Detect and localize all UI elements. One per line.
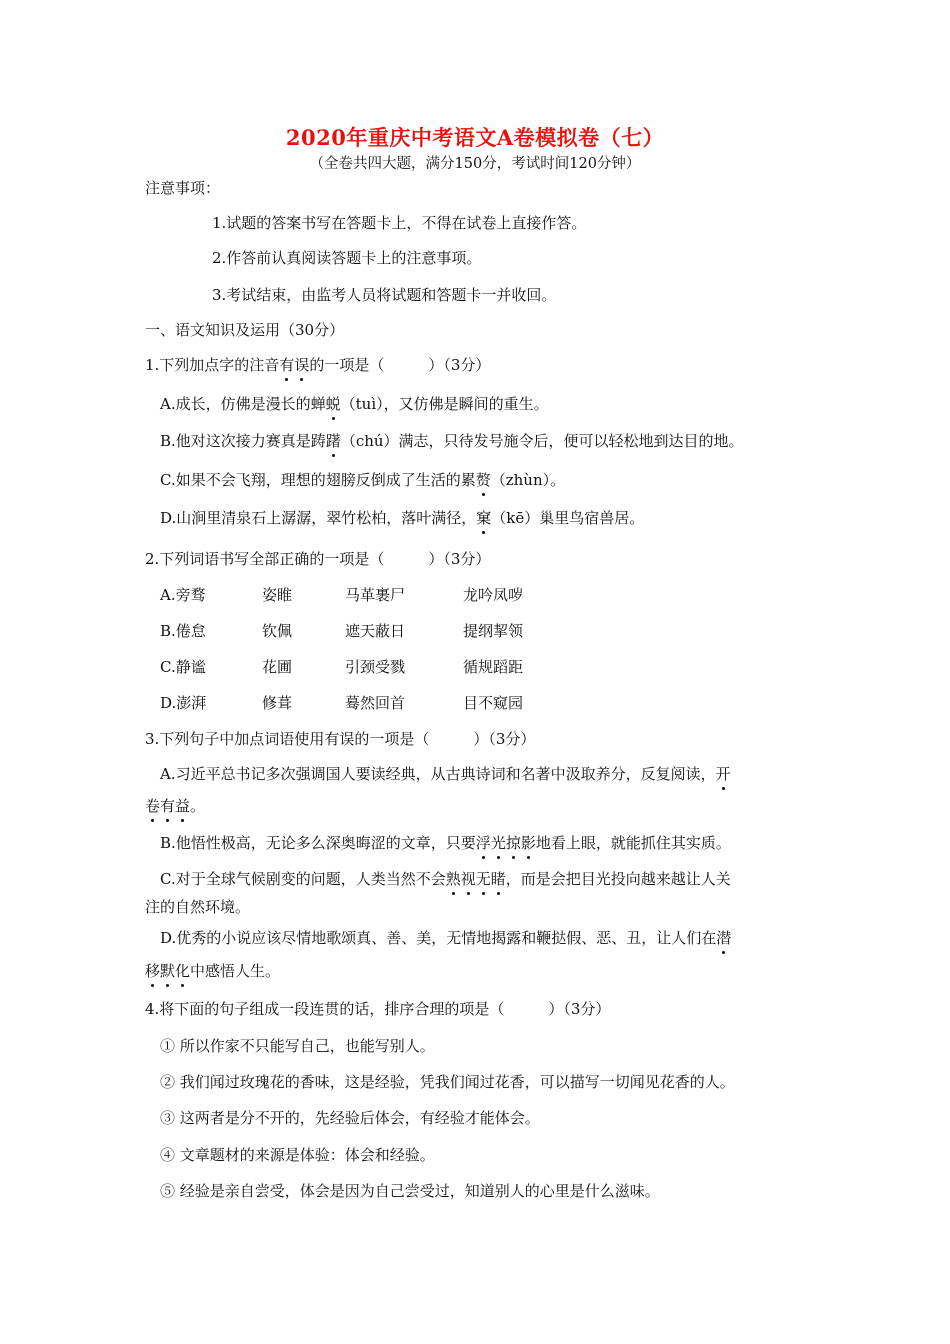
- notice-heading: 注意事项：: [145, 179, 221, 197]
- question-4-sentence: ① 所以作家不只能写自己，也能写别人。: [160, 1037, 435, 1055]
- stem-text: 2.下列词语书写全部正确的一项是（: [145, 550, 385, 568]
- dotted-char: 躇: [325, 432, 341, 450]
- stem-text: ）（3分）: [428, 356, 491, 374]
- dotted-char: 熟: [445, 870, 461, 888]
- stem-text: 1.下列加点字的注音: [145, 356, 280, 374]
- option-text: 中感悟人生。: [190, 962, 281, 980]
- notice-item: 1.试题的答案书写在答题卡上，不得在试卷上直接作答。: [212, 214, 587, 232]
- question-3-option-c-cont: 注的自然环境。: [145, 898, 251, 916]
- question-1-option-a: [160, 394, 549, 414]
- option-word: 循规蹈距: [463, 658, 524, 676]
- option-word: 马革裹尸: [345, 586, 406, 604]
- dotted-char: 开: [715, 765, 731, 783]
- question-3-option-d-cont: [145, 961, 280, 981]
- dotted-char: 移: [145, 962, 161, 980]
- question-2-option-d: [160, 693, 523, 713]
- question-4-sentence: ⑤ 经验是亲自尝受，体会是因为自己尝受过，知道别人的心里是什么滋味。: [160, 1182, 660, 1200]
- option-text: 。: [190, 797, 206, 815]
- question-3-option-b: [160, 833, 731, 853]
- question-3-stem: [145, 729, 535, 749]
- dotted-char: 睹: [490, 870, 506, 888]
- option-text: （kē）巢里鸟宿兽居。: [491, 509, 645, 527]
- dotted-char: 蜕: [325, 395, 341, 413]
- question-2-stem: [145, 549, 490, 569]
- stem-text: 4.将下面的句子组成一段连贯的话，排序合理的项是（: [145, 1000, 505, 1018]
- option-word: 钦佩: [262, 622, 293, 640]
- dotted-char: 无: [475, 870, 491, 888]
- option-word: 姿睢: [262, 586, 293, 604]
- option-text: （zhùn）。: [490, 471, 566, 489]
- question-3-option-c: [160, 869, 731, 889]
- stem-text: ）（3分）: [548, 1000, 611, 1018]
- dotted-char: 视: [460, 870, 476, 888]
- dotted-char: 益: [175, 797, 191, 815]
- option-text: ，而是会把目光投向越来越让人关: [505, 870, 731, 888]
- question-1-option-c: [160, 470, 565, 490]
- option-text: B.他悟性极高，无论多么深奥晦涩的文章，只要: [160, 834, 476, 852]
- option-text: A.习近平总书记多次强调国人要读经典，从古典诗词和名著中汲取养分，反复阅读，: [160, 765, 716, 783]
- question-1-option-b: [160, 431, 744, 451]
- option-text: D.优秀的小说应该尽情地歌颂真、善、美，无情地揭露和鞭挞假、恶、丑，让人们在: [160, 929, 717, 947]
- option-word: B.倦怠: [160, 622, 206, 640]
- stem-text: ）（3分）: [473, 730, 536, 748]
- option-text: C.如果不会飞翔，理想的翅膀反倒成了生活的累: [160, 471, 476, 489]
- exam-subtitle: （全卷共四大题，满分150分，考试时间120分钟）: [309, 156, 641, 172]
- option-text: C.对于全球气候剧变的问题，人类当然不会: [160, 870, 446, 888]
- question-2-option-c: [160, 657, 523, 677]
- question-4-sentence: ③ 这两者是分不开的，先经验后体会，有经验才能体会。: [160, 1109, 540, 1127]
- option-text: （chú）满志，只待发号施令后，便可以轻松地到达目的地。: [340, 432, 744, 450]
- dotted-char: 默: [160, 962, 176, 980]
- question-1-option-d: [160, 508, 644, 528]
- option-word: 龙吟凤哕: [463, 586, 524, 604]
- option-word: 提纲挈领: [463, 622, 524, 640]
- option-text: B.他对这次接力赛真是踌: [160, 432, 326, 450]
- option-word: 目不窥园: [463, 694, 524, 712]
- dotted-char: 掠: [505, 834, 521, 852]
- stem-text: 3.下列句子中加点词语使用有误的一项是（: [145, 730, 430, 748]
- question-1-stem: [145, 355, 490, 375]
- question-3-option-a-cont: [145, 796, 205, 816]
- dotted-char: 赘: [475, 471, 491, 489]
- exam-title: 2020年重庆中考语文A卷模拟卷（七）: [285, 125, 665, 150]
- question-4-stem: [145, 999, 610, 1019]
- option-text: （tuì），又仿佛是瞬间的重生。: [340, 395, 549, 413]
- dotted-char: 窠: [476, 509, 492, 527]
- question-3-option-d: [160, 928, 731, 948]
- option-word: D.澎湃: [160, 694, 207, 712]
- option-word: C.静谧: [160, 658, 206, 676]
- notice-item: 2.作答前认真阅读答题卡上的注意事项。: [212, 249, 482, 267]
- option-text: 地看上眼，就能抓住其实质。: [535, 834, 731, 852]
- dotted-char: 有: [279, 356, 295, 374]
- stem-text: ）（3分）: [428, 550, 491, 568]
- dotted-char: 有: [160, 797, 176, 815]
- dotted-char: 误: [294, 356, 310, 374]
- option-word: 遮天蔽日: [345, 622, 406, 640]
- dotted-char: 光: [490, 834, 506, 852]
- option-word: 花圃: [262, 658, 293, 676]
- question-2-option-a: [160, 585, 523, 605]
- question-3-option-a: [160, 764, 731, 784]
- option-word: 蓦然回首: [345, 694, 406, 712]
- option-word: A.旁骛: [160, 586, 206, 604]
- stem-text: 的一项是（: [309, 356, 385, 374]
- dotted-char: 浮: [475, 834, 491, 852]
- option-text: A.成长，仿佛是漫长的蝉: [160, 395, 326, 413]
- question-4-sentence: ② 我们闻过玫瑰花的香味，这是经验，凭我们闻过花香，可以描写一切闻见花香的人。: [160, 1073, 735, 1091]
- dotted-char: 化: [175, 962, 191, 980]
- dotted-char: 卷: [145, 797, 161, 815]
- question-4-sentence: ④ 文章题材的来源是体验：体会和经验。: [160, 1146, 435, 1164]
- question-2-option-b: [160, 621, 523, 641]
- option-word: 修葺: [262, 694, 293, 712]
- dotted-char: 潜: [716, 929, 732, 947]
- option-word: 引颈受戮: [345, 658, 406, 676]
- notice-item: 3.考试结束，由监考人员将试题和答题卡一并收回。: [212, 286, 557, 304]
- option-text: D.山涧里清泉石上潺潺，翠竹松柏，落叶满径，: [160, 509, 477, 527]
- dotted-char: 影: [520, 834, 536, 852]
- section-heading: 一、语文知识及运用（30分）: [145, 321, 345, 339]
